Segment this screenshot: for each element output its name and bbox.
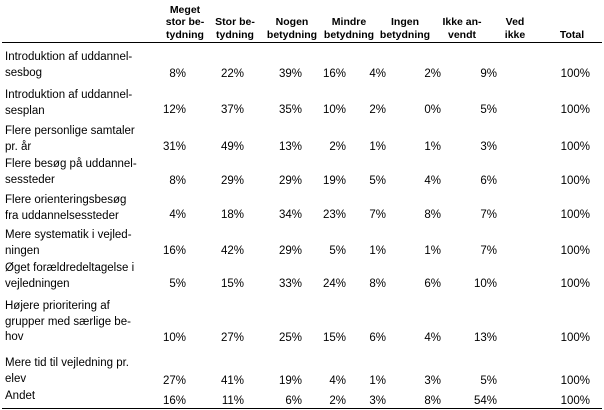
table-row xyxy=(0,157,604,193)
table-row xyxy=(0,50,604,86)
column-header: Nogen betydning xyxy=(266,16,318,41)
table-cell: 16% xyxy=(322,68,346,80)
table-cell: 13% xyxy=(473,332,497,344)
table-cell: 5% xyxy=(329,245,346,257)
table-cell: 16% xyxy=(162,395,186,407)
table-row xyxy=(0,299,604,356)
table-cell: 6% xyxy=(369,332,386,344)
table-cell: 4% xyxy=(329,375,346,387)
table-cell: 8% xyxy=(169,175,186,187)
table-cell: 7% xyxy=(480,209,497,221)
column-header: Ingen betydning xyxy=(379,16,431,41)
table-cell: 41% xyxy=(220,375,244,387)
column-header: Mindre betydning xyxy=(323,16,375,41)
table-cell: 8% xyxy=(424,395,441,407)
table-cell: 11% xyxy=(221,395,244,407)
table-cell: 18% xyxy=(220,209,244,221)
row-label: Introduktion af uddannel- sesplan xyxy=(5,89,133,117)
table-cell: 6% xyxy=(480,175,497,187)
column-header: Ved ikke xyxy=(504,16,526,41)
table-cell: 34% xyxy=(278,209,302,221)
table-cell: 2% xyxy=(329,141,346,153)
table-cell: 100% xyxy=(560,395,590,407)
table-cell: 3% xyxy=(424,375,441,387)
table-cell: 4% xyxy=(169,209,186,221)
table-cell: 49% xyxy=(220,141,244,153)
table-cell: 2% xyxy=(329,395,346,407)
table-cell: 35% xyxy=(278,104,302,116)
table-cell: 9% xyxy=(480,68,497,80)
table-cell: 25% xyxy=(278,332,302,344)
row-label: Højere prioritering af grupper med særlige be- hov xyxy=(5,300,131,343)
table-cell: 15% xyxy=(220,278,244,290)
table-cell: 4% xyxy=(369,68,386,80)
table-cell: 100% xyxy=(560,104,590,116)
row-label: Mere systematik i vejled- ningen xyxy=(5,229,132,257)
table-cell: 23% xyxy=(322,209,346,221)
table-cell: 5% xyxy=(480,104,497,116)
table-cell: 6% xyxy=(285,395,302,407)
table-cell: 100% xyxy=(560,278,590,290)
row-label: Andet xyxy=(5,390,36,402)
table-cell: 33% xyxy=(278,278,302,290)
table-row xyxy=(0,356,604,389)
table-cell: 10% xyxy=(322,104,346,116)
table-cell: 2% xyxy=(424,68,441,80)
table-cell: 100% xyxy=(560,209,590,221)
row-label: Flere besøg på uddannel- sessteder xyxy=(5,158,137,186)
table-cell: 4% xyxy=(424,332,441,344)
table-row xyxy=(0,261,604,299)
table-bottom-border xyxy=(2,408,602,409)
row-label: Mere tid til vejledning pr. elev xyxy=(5,357,130,385)
row-label: Flere personlige samtaler pr. år xyxy=(5,125,135,153)
table-cell: 10% xyxy=(162,332,186,344)
table-cell: 42% xyxy=(220,245,244,257)
table-cell: 5% xyxy=(169,278,186,290)
table-cell: 19% xyxy=(278,375,302,387)
table-cell: 100% xyxy=(560,375,590,387)
table-cell: 5% xyxy=(480,375,497,387)
column-header: Meget stor be- tydning xyxy=(165,3,205,41)
table-cell: 8% xyxy=(424,209,441,221)
table-cell: 3% xyxy=(369,395,386,407)
table-cell: 1% xyxy=(369,141,386,153)
table-cell: 100% xyxy=(560,141,590,153)
table-cell: 12% xyxy=(162,104,186,116)
table-cell: 5% xyxy=(369,175,386,187)
table-cell: 22% xyxy=(220,68,244,80)
table-cell: 0% xyxy=(424,104,441,116)
table-cell: 24% xyxy=(322,278,346,290)
row-label: Flere orienteringsbesøg fra uddannelsessteder xyxy=(5,194,127,222)
table-cell: 10% xyxy=(473,278,497,290)
table-cell: 37% xyxy=(220,104,244,116)
table-cell: 29% xyxy=(278,245,302,257)
table-cell: 31% xyxy=(162,141,186,153)
table-cell: 6% xyxy=(424,278,441,290)
table-cell: 27% xyxy=(220,332,244,344)
table-cell: 27% xyxy=(162,375,186,387)
table-row xyxy=(0,193,604,228)
table-cell: 100% xyxy=(560,68,590,80)
table-row xyxy=(0,88,604,124)
table-cell: 15% xyxy=(322,332,346,344)
table-cell: 2% xyxy=(369,104,386,116)
table-cell: 29% xyxy=(278,175,302,187)
table-cell: 3% xyxy=(480,141,497,153)
table-cell: 7% xyxy=(369,209,386,221)
table-cell: 29% xyxy=(220,175,244,187)
table-cell: 100% xyxy=(560,245,590,257)
table-cell: 8% xyxy=(169,68,186,80)
table-cell: 16% xyxy=(162,245,186,257)
column-header: Total xyxy=(559,28,585,41)
table-cell: 4% xyxy=(424,175,441,187)
table-cell: 100% xyxy=(560,332,590,344)
row-label: Introduktion af uddannel- sesbog xyxy=(5,51,133,79)
table-cell: 1% xyxy=(369,245,386,257)
header-divider xyxy=(2,42,602,43)
table-cell: 7% xyxy=(480,245,497,257)
table-cell: 1% xyxy=(369,375,386,387)
table-row xyxy=(0,228,604,261)
table-cell: 100% xyxy=(560,175,590,187)
table-cell: 13% xyxy=(278,141,302,153)
table-cell: 1% xyxy=(424,141,441,153)
table-row xyxy=(0,124,604,157)
table-cell: 54% xyxy=(473,395,497,407)
column-header: Stor be- tydning xyxy=(215,16,255,41)
table-cell: 8% xyxy=(369,278,386,290)
table-cell: 39% xyxy=(278,68,302,80)
row-label: Øget forældredeltagelse i vejledningen xyxy=(5,262,135,290)
table-cell: 1% xyxy=(424,245,441,257)
column-header: Ikke an- vendt xyxy=(442,16,482,41)
table-cell: 19% xyxy=(322,175,346,187)
table-row xyxy=(0,389,604,407)
